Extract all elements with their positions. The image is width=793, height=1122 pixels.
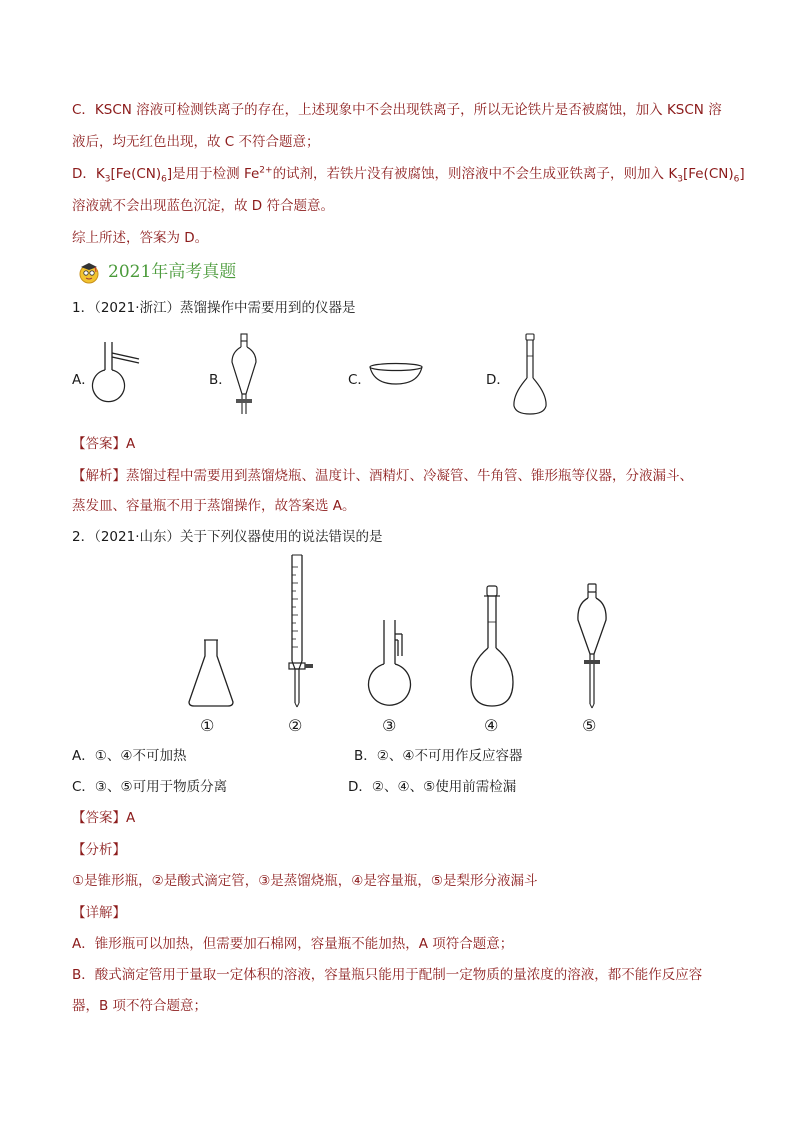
q2-answer: 【答案】A	[72, 810, 136, 826]
q1-answer: 【答案】A	[72, 436, 136, 452]
text-seg: ]	[739, 166, 745, 182]
q2-fenxi-head: 【分析】	[72, 842, 126, 858]
superscript: 2+	[259, 165, 273, 176]
text-seg: [Fe(CN)	[110, 166, 162, 182]
conical-flask-icon	[186, 638, 236, 708]
q1-option-c-label: C．	[348, 372, 371, 388]
q1-option-b-label: B．	[209, 372, 232, 388]
q1-option-a-label: A．	[72, 372, 95, 388]
volumetric-flask-icon	[510, 334, 550, 418]
acid-burette-icon	[280, 553, 320, 709]
subscript: 6	[161, 174, 167, 185]
subscript: 6	[733, 174, 740, 185]
text-seg: [Fe(CN)	[682, 166, 734, 182]
q2-fenxi-body: ①是锥形瓶，②是酸式滴定管，③是蒸馏烧瓶，④是容量瓶，⑤是梨形分液漏斗	[72, 873, 538, 889]
separatory-funnel-icon	[574, 584, 610, 710]
apparatus-label-4: ④	[484, 716, 499, 735]
q2-stem: 2．（2021·山东）关于下列仪器使用的说法错误的是	[72, 529, 383, 545]
apparatus-label-3: ③	[382, 716, 397, 735]
q1-option-d-label: D．	[486, 372, 510, 388]
apparatus-label-1: ①	[200, 716, 215, 735]
volumetric-flask-icon	[468, 586, 516, 710]
solution-d-line2: 溶液就不会出现蓝色沉淀，故 D 符合题意。	[72, 198, 334, 214]
distilling-flask-icon	[368, 618, 418, 710]
distilling-flask-icon	[92, 340, 142, 410]
q2-option-c: C．③、⑤可用于物质分离	[72, 779, 228, 795]
solution-c-line1: C．KSCN 溶液可检测铁离子的存在，上述现象中不会出现铁离子，所以无论铁片是否被腐蚀，加入 KSCN 溶	[72, 102, 722, 118]
apparatus-label-5: ⑤	[582, 716, 597, 735]
text-seg: 的试剂，若铁片没有被腐蚀，则溶液中不会生成亚铁离子，则加入 K	[272, 166, 678, 182]
solution-summary: 综上所述，答案为 D。	[72, 230, 209, 246]
solution-c-line2: 液后，均无红色出现，故 C 不符合题意；	[72, 134, 320, 150]
q2-option-a: A．①、④不可加热	[72, 748, 187, 764]
text-seg: D．K	[72, 166, 105, 182]
solution-d-line1	[72, 164, 745, 184]
separatory-funnel-icon	[228, 334, 260, 418]
subscript: 3	[104, 174, 111, 185]
q1-stem: 1．（2021·浙江）蒸馏操作中需要用到的仪器是	[72, 300, 356, 316]
mascot-icon	[76, 259, 102, 285]
q2-xiangjie-b2: 器，B 项不符合题意；	[72, 998, 208, 1014]
evaporating-dish-icon	[368, 362, 424, 386]
q1-analysis-line2: 蒸发皿、容量瓶不用于蒸馏操作，故答案选 A。	[72, 498, 356, 514]
q2-option-d: D．②、④、⑤使用前需检漏	[348, 779, 517, 795]
q2-option-b: B．②、④不可用作反应容器	[354, 748, 523, 764]
subscript: 3	[677, 174, 683, 185]
text-seg: ]是用于检测 Fe	[166, 166, 260, 182]
apparatus-label-2: ②	[288, 716, 303, 735]
q2-xiangjie-a: A．锥形瓶可以加热，但需要加石棉网，容量瓶不能加热，A 项符合题意；	[72, 936, 514, 952]
q1-analysis-line1: 【解析】蒸馏过程中需要用到蒸馏烧瓶、温度计、酒精灯、冷凝管、牛角管、锥形瓶等仪器，分液漏斗、	[72, 468, 693, 484]
section-title: 2021年高考真题	[108, 262, 237, 282]
q2-xiangjie-head: 【详解】	[72, 905, 126, 921]
q2-xiangjie-b1: B．酸式滴定管用于量取一定体积的溶液，容量瓶只能用于配制一定物质的量浓度的溶液，都不能作反应容	[72, 967, 703, 983]
